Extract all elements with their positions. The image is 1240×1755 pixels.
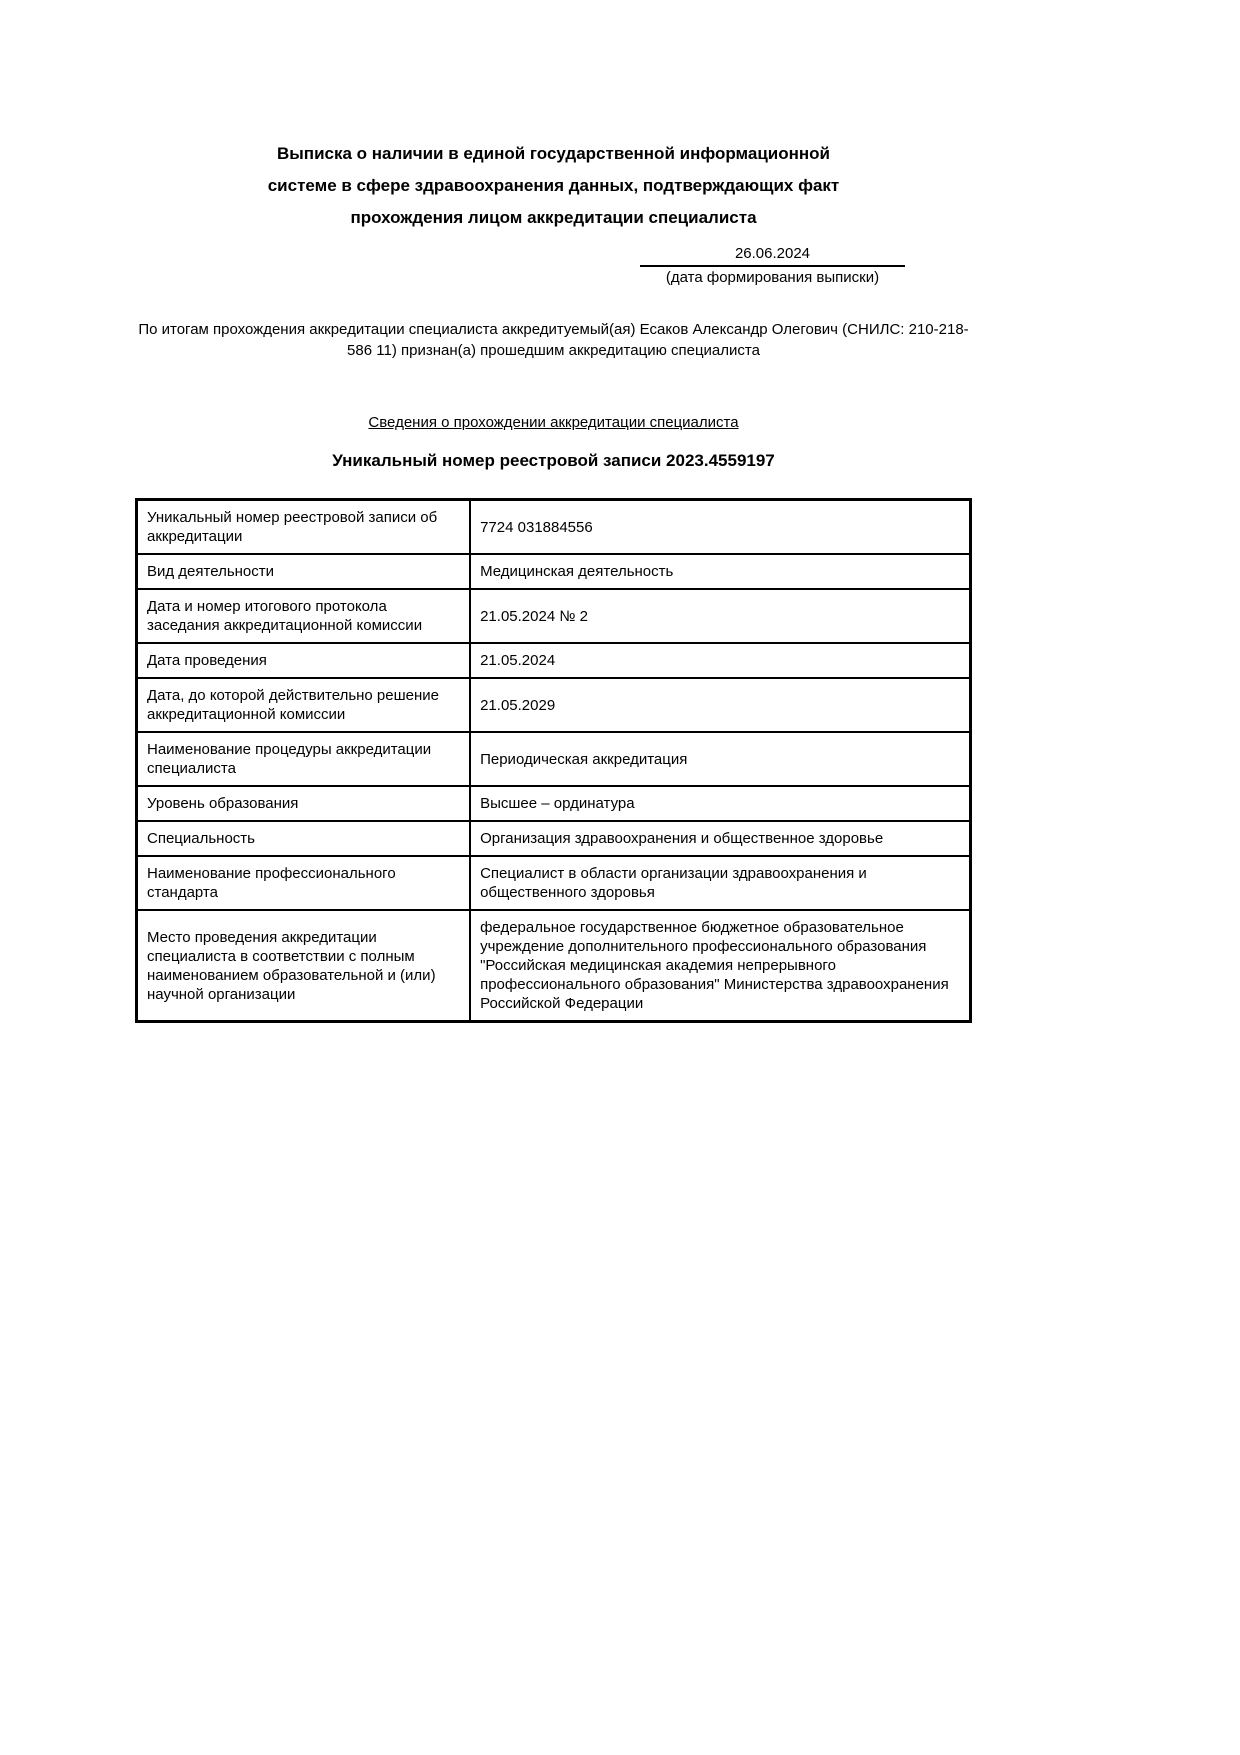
row-value: федеральное государственное бюджетное образовательное учреждение дополнительного профессионального образования "Российская медицинская академия непрерывного профессионального образования" Министерства здравоохранения Российской Федерации: [470, 910, 970, 1022]
accreditation-table: [135, 498, 972, 1023]
table-row: [137, 910, 971, 1022]
formation-date-caption: (дата формирования выписки): [665, 269, 880, 286]
table-row: [137, 732, 971, 786]
formation-date-block: [640, 244, 905, 288]
document-content: [135, 0, 972, 1023]
title-line: прохождения лицом аккредитации специалиста: [350, 208, 757, 227]
row-label: Уровень образования: [137, 786, 471, 821]
table-row: [137, 678, 971, 732]
table-row: [137, 786, 971, 821]
row-label: Уникальный номер реестровой записи об аккредитации: [137, 500, 471, 555]
row-value: Высшее – ординатура: [470, 786, 970, 821]
row-value: 21.05.2024: [470, 643, 970, 678]
row-value: Специалист в области организации здравоохранения и общественного здоровья: [470, 856, 970, 910]
table-row: [137, 821, 971, 856]
table-row: [137, 589, 971, 643]
row-label: Дата, до которой действительно решение аккредитационной комиссии: [137, 678, 471, 732]
row-value: 21.05.2024 № 2: [470, 589, 970, 643]
row-label: Место проведения аккредитации специалиста в соответствии с полным наименованием образовательной и (или) научной организации: [137, 910, 471, 1022]
formation-date-value: 26.06.2024: [640, 244, 905, 267]
title-line: Выписка о наличии в единой государственной информационной: [277, 144, 830, 163]
table-row: [137, 500, 971, 555]
row-label: Дата и номер итогового протокола заседания аккредитационной комиссии: [137, 589, 471, 643]
table-row: [137, 643, 971, 678]
intro-paragraph: По итогам прохождения аккредитации специалиста аккредитуемый(ая) Есаков Александр Олегович (СНИЛС: 210-218-586 11) признан(а) прошедшим аккредитацию специалиста: [138, 321, 969, 359]
registry-number-heading: Уникальный номер реестровой записи 2023.4559197: [332, 451, 775, 470]
row-value: Периодическая аккредитация: [470, 732, 970, 786]
table-row: [137, 856, 971, 910]
section-heading: Сведения о прохождении аккредитации специалиста: [368, 414, 739, 431]
row-label: Наименование процедуры аккредитации специалиста: [137, 732, 471, 786]
row-value: Организация здравоохранения и общественное здоровье: [470, 821, 970, 856]
title-line: системе в сфере здравоохранения данных, подтверждающих факт: [267, 176, 840, 195]
row-label: Дата проведения: [137, 643, 471, 678]
document-title: [135, 138, 972, 234]
row-value: 21.05.2029: [470, 678, 970, 732]
row-value: 7724 031884556: [470, 500, 970, 555]
row-value: Медицинская деятельность: [470, 554, 970, 589]
row-label: Наименование профессионального стандарта: [137, 856, 471, 910]
row-label: Вид деятельности: [137, 554, 471, 589]
row-label: Специальность: [137, 821, 471, 856]
table-row: [137, 554, 971, 589]
